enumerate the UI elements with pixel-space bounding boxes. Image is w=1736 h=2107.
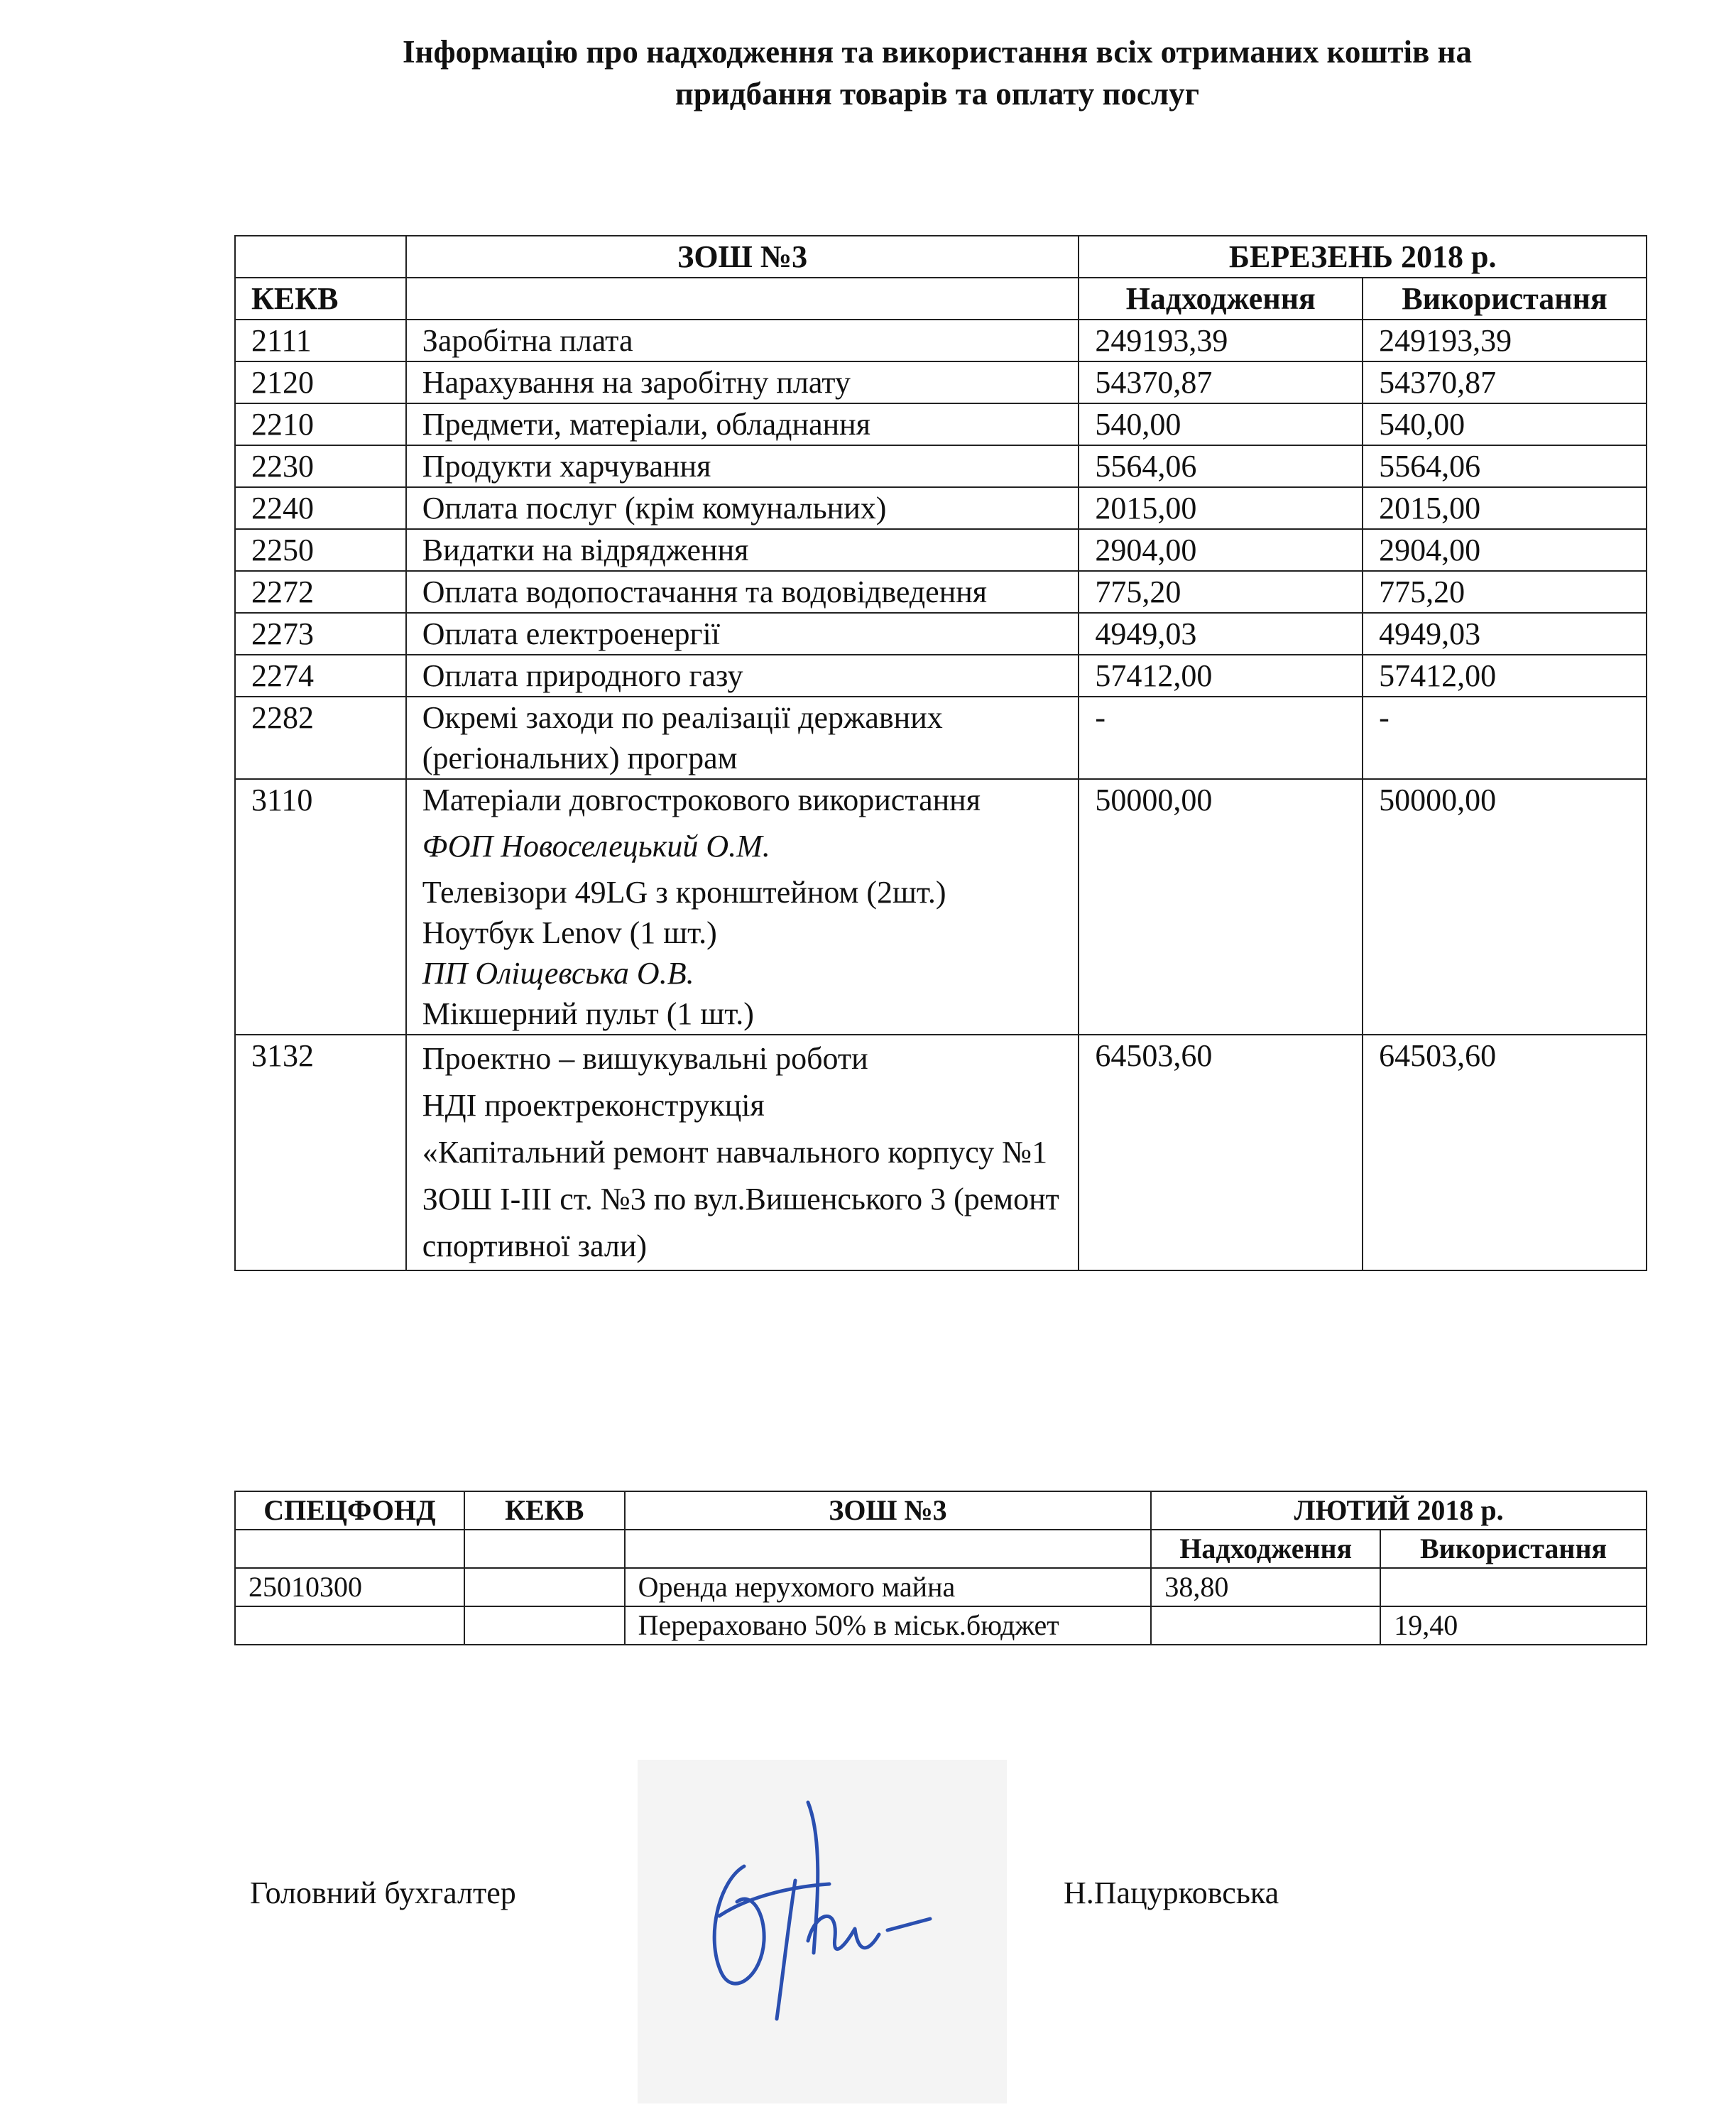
kekv-header: КЕКВ [464,1491,625,1530]
row-code: 2272 [235,571,406,613]
row-code: 3132 [235,1035,406,1270]
row-code: 2230 [235,445,406,487]
row-income: 4949,03 [1079,613,1363,655]
row-usage: 2015,00 [1363,487,1647,529]
table-row [235,1568,1647,1606]
row-name: Перераховано 50% в міськ.бюджет [625,1606,1152,1645]
row-code: 2120 [235,361,406,403]
row-name [406,1035,1079,1270]
vendor-name: ПП Оліщевська О.В. [422,956,694,991]
row-code: 2240 [235,487,406,529]
row-code: 2250 [235,529,406,571]
row-usage: - [1363,697,1647,779]
row-income: 54370,87 [1079,361,1363,403]
row-usage [1380,1568,1647,1606]
row-income: 540,00 [1079,403,1363,445]
item-line: Телевізори 49LG з кронштейном (2шт.) [422,875,946,910]
header-empty-cell [235,236,406,278]
signature-area [638,1760,1007,2103]
row-usage: 50000,00 [1363,779,1647,1035]
row-kekv [464,1568,625,1606]
table-row [235,655,1647,697]
row-name-line: «Капітальний ремонт навчального корпусу №1 ЗОШ І-ІІІ ст. №3 по вул.Вишенського 3 (ремонт спортивної зали) [422,1135,1059,1263]
item-line: Мікшерний пульт (1 шт.) [422,996,754,1031]
row-name: Окремі заходи по реалізації державних (регіональних) програм [406,697,1079,779]
row-income: - [1079,697,1363,779]
school-header: ЗОШ №3 [625,1491,1152,1530]
item-line: Ноутбук Lenov (1 шт.) [422,915,717,950]
table-row [235,697,1647,779]
row-name: Нарахування на заробітну плату [406,361,1079,403]
header-row-1 [235,236,1647,278]
row-name: Оплата електроенергії [406,613,1079,655]
row-usage: 775,20 [1363,571,1647,613]
header-empty-cell [235,1530,464,1568]
row-usage: 5564,06 [1363,445,1647,487]
row-income: 249193,39 [1079,320,1363,361]
row-name: Заробітна плата [406,320,1079,361]
table-row [235,779,1647,1035]
header-empty-cell [406,278,1079,320]
usage-header: Використання [1363,278,1647,320]
position-label: Головний бухгалтер [250,1875,516,1910]
row-income: 38,80 [1151,1568,1380,1606]
row-code: 2210 [235,403,406,445]
header-row-2 [235,278,1647,320]
title-line-2: придбання товарів та оплату послуг [675,76,1200,111]
row-income: 64503,60 [1079,1035,1363,1270]
period-header: БЕРЕЗЕНЬ 2018 р. [1079,236,1647,278]
row-income: 2904,00 [1079,529,1363,571]
row-usage: 4949,03 [1363,613,1647,655]
document-title [312,31,1562,115]
row-name: Оплата природного газу [406,655,1079,697]
row-income [1151,1606,1380,1645]
kekv-header: КЕКВ [235,278,406,320]
row-code: 2282 [235,697,406,779]
row-code: 3110 [235,779,406,1035]
table-row [235,1035,1647,1270]
row-usage: 54370,87 [1363,361,1647,403]
fund-header: СПЕЦФОНД [235,1491,464,1530]
row-fund: 25010300 [235,1568,464,1606]
table-row [235,361,1647,403]
spec-header-row-1 [235,1491,1647,1530]
income-header: Надходження [1151,1530,1380,1568]
row-code: 2273 [235,613,406,655]
table-row [235,403,1647,445]
table-row [235,320,1647,361]
row-name-line: Проектно – вишукувальні роботи [422,1041,868,1076]
row-usage: 2904,00 [1363,529,1647,571]
row-usage: 249193,39 [1363,320,1647,361]
header-empty-cell [464,1530,625,1568]
row-code: 2274 [235,655,406,697]
table-row [235,613,1647,655]
title-line-1: Інформацію про надходження та використання всіх отриманих коштів на [403,34,1472,70]
row-name-line: НДІ проектреконструкція [422,1088,765,1123]
row-usage: 19,40 [1380,1606,1647,1645]
special-fund-table [234,1491,1647,1645]
signature-mark [638,1760,1007,2103]
row-income: 775,20 [1079,571,1363,613]
row-kekv [464,1606,625,1645]
row-name: Предмети, матеріали, обладнання [406,403,1079,445]
row-name: Оплата водопостачання та водовідведення [406,571,1079,613]
table-row [235,445,1647,487]
spec-header-row-2 [235,1530,1647,1568]
row-name: Оренда нерухомого майна [625,1568,1152,1606]
header-empty-cell [625,1530,1152,1568]
table-row [235,571,1647,613]
income-header: Надходження [1079,278,1363,320]
row-income: 2015,00 [1079,487,1363,529]
usage-header: Використання [1380,1530,1647,1568]
row-name: Оплата послуг (крім комунальних) [406,487,1079,529]
vendor-name: ФОП Новоселецький О.М. [422,829,770,864]
row-name: Продукти харчування [406,445,1079,487]
signer-name: Н.Пацурковська [1064,1875,1279,1910]
table-row [235,487,1647,529]
row-usage: 64503,60 [1363,1035,1647,1270]
school-header: ЗОШ №3 [406,236,1079,278]
row-income: 5564,06 [1079,445,1363,487]
row-code: 2111 [235,320,406,361]
row-usage: 57412,00 [1363,655,1647,697]
row-income: 50000,00 [1079,779,1363,1035]
row-name [406,779,1079,1035]
row-fund [235,1606,464,1645]
row-usage: 540,00 [1363,403,1647,445]
table-row [235,1606,1647,1645]
period-header: ЛЮТИЙ 2018 р. [1151,1491,1647,1530]
main-budget-table [234,235,1647,1271]
row-income: 57412,00 [1079,655,1363,697]
row-name-line: Матеріали довгострокового використання [422,783,981,817]
row-name: Видатки на відрядження [406,529,1079,571]
table-row [235,529,1647,571]
